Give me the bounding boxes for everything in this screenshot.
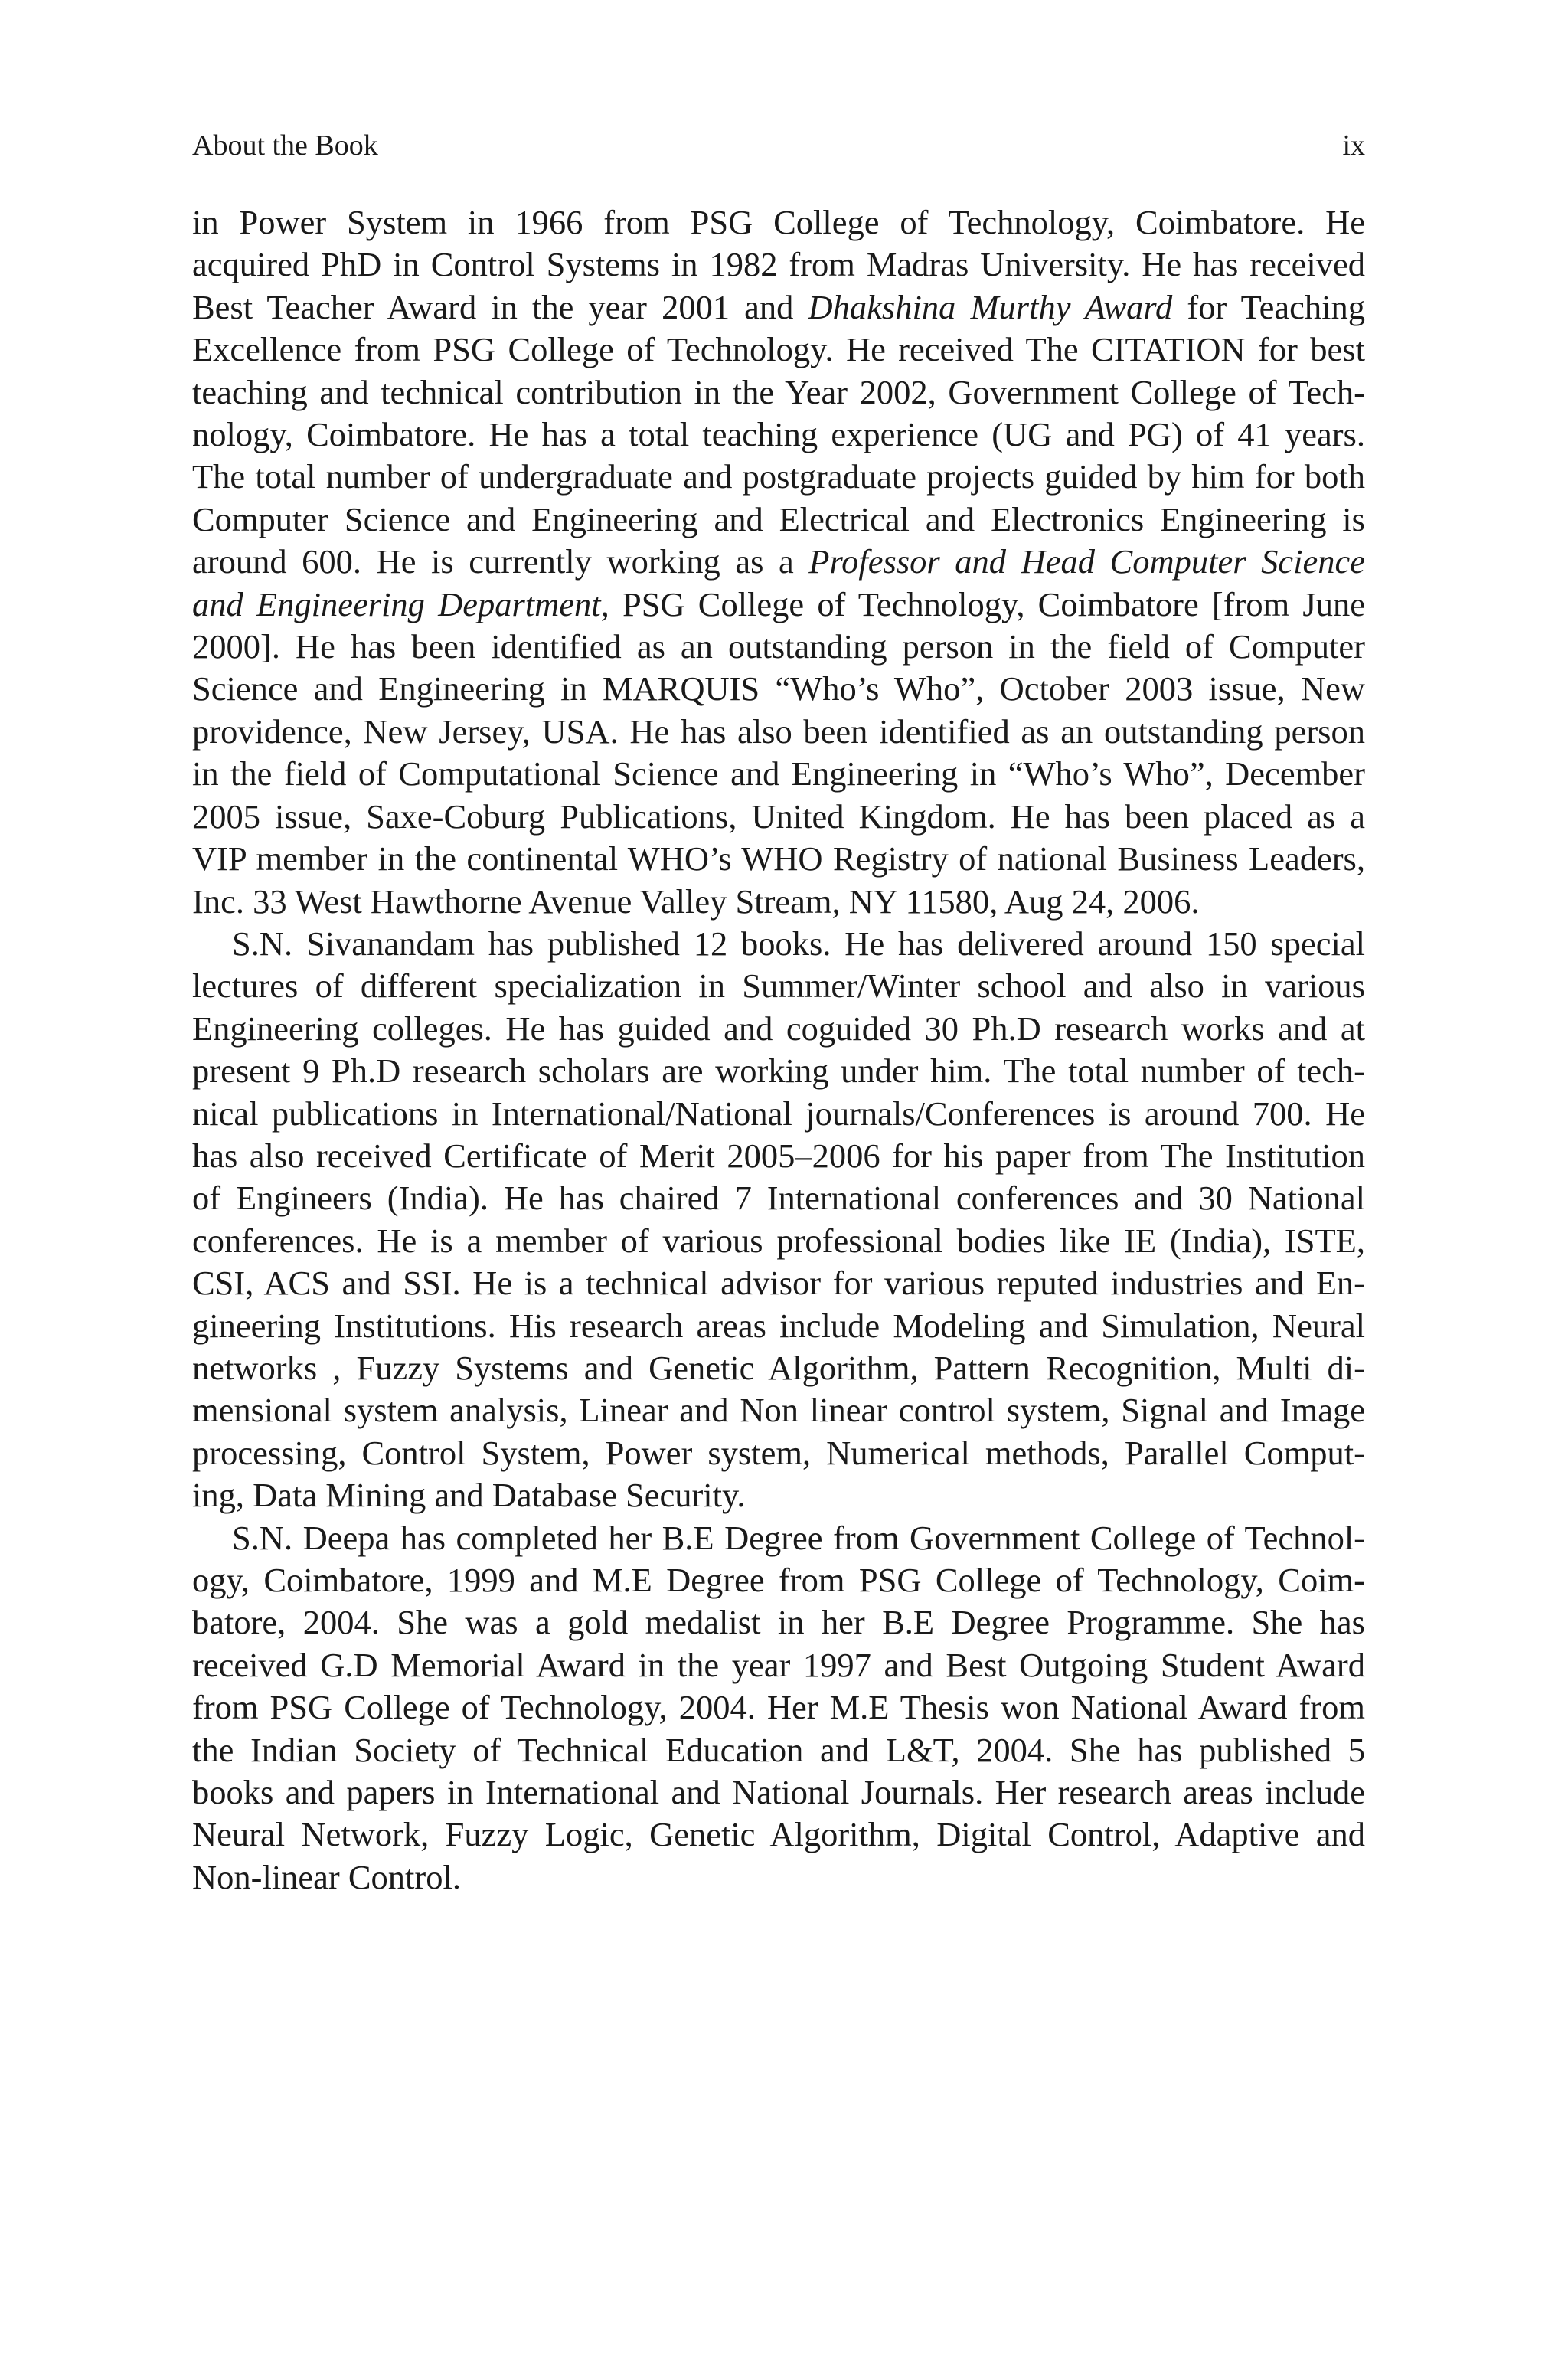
text-line [192, 965, 1365, 1007]
text-run: of Engineers (India). He has chaired 7 International conferences and 30 National [192, 1179, 1365, 1218]
text-line [192, 838, 1365, 880]
text-line [192, 1814, 1365, 1856]
text-line [192, 1135, 1365, 1177]
text-line [192, 584, 1365, 626]
text-line [192, 456, 1365, 498]
italic-text-run: and Engineering Department [192, 584, 601, 623]
text-line [192, 1474, 1365, 1516]
text-run: networks , Fuzzy Systems and Genetic Algorithm, Pattern Recognition, Multi di- [192, 1348, 1365, 1387]
text-line [192, 1601, 1365, 1644]
text-run: batore, 2004. She was a gold medalist in her B.E Degree Programme. She has [192, 1603, 1365, 1642]
italic-text-run: Dhakshina Murthy Award [808, 287, 1173, 326]
text-run: in the field of Computational Science and Engineering in “Who’s Who”, December [192, 754, 1365, 793]
text-line [192, 499, 1365, 541]
text-line [192, 1517, 1365, 1559]
text-run: books and papers in International and National Journals. Her research areas include [192, 1773, 1365, 1812]
text-run: Neural Network, Fuzzy Logic, Genetic Algorithm, Digital Control, Adaptive and [192, 1815, 1365, 1854]
text-line [192, 1389, 1365, 1431]
text-run: gineering Institutions. His research areas include Modeling and Simulation, Neural [192, 1306, 1365, 1345]
text-line [192, 1305, 1365, 1347]
text-run: Non-linear Control. [192, 1857, 461, 1896]
text-line [192, 371, 1365, 414]
text-run: 2005 issue, Saxe-Coburg Publications, United Kingdom. He has been placed as a [192, 796, 1365, 836]
text-line [192, 753, 1365, 795]
text-run: Excellence from PSG College of Technology. He received The CITATION for best [192, 330, 1365, 369]
text-run: nology, Coimbatore. He has a total teaching experience (UG and PG) of 41 years. [192, 415, 1365, 454]
text-line [192, 329, 1365, 371]
text-line [192, 711, 1365, 753]
text-line [192, 796, 1365, 838]
running-head [192, 127, 1365, 164]
text-line [192, 881, 1365, 923]
text-run: providence, New Jersey, USA. He has also been identified as an outstanding person [192, 711, 1365, 751]
text-line [192, 1432, 1365, 1474]
text-run: teaching and technical contribution in the Year 2002, Government College of Tech- [192, 372, 1365, 411]
text-run: , PSG College of Technology, Coimbatore [from June [600, 584, 1365, 623]
text-run: ogy, Coimbatore, 1999 and M.E Degree from PSG College of Technology, Coim- [192, 1561, 1365, 1599]
text-run: Best Teacher Award in the year 2001 and [192, 287, 808, 326]
text-line [192, 244, 1365, 286]
text-run: Engineering colleges. He has guided and coguided 30 Ph.D research works and at [192, 1009, 1365, 1048]
text-run: The total number of undergraduate and postgraduate projects guided by him for both [192, 457, 1365, 496]
text-run: for Teaching [1172, 287, 1366, 326]
text-line [192, 1220, 1365, 1262]
text-line [192, 414, 1365, 456]
text-line [192, 1347, 1365, 1389]
text-line [192, 1262, 1365, 1304]
page-number: ix [1342, 129, 1365, 162]
text-line [192, 541, 1365, 583]
text-run: processing, Control System, Power system, Numerical methods, Parallel Comput- [192, 1433, 1365, 1472]
italic-text-run: Professor and Head Computer Science [808, 542, 1365, 581]
text-run: 2000]. He has been identified as an outstanding person in the field of Computer [192, 627, 1365, 666]
text-line [192, 201, 1365, 244]
text-line [192, 1644, 1365, 1686]
text-run: acquired PhD in Control Systems in 1982 from Madras University. He has received [192, 245, 1365, 284]
text-run: in Power System in 1966 from PSG College of Technology, Coimbatore. He [192, 203, 1365, 241]
text-line [192, 1729, 1365, 1771]
text-line [192, 923, 1365, 965]
text-line [192, 1008, 1365, 1050]
text-run: Computer Science and Engineering and Electrical and Electronics Engineering is [192, 499, 1365, 538]
text-run: mensional system analysis, Linear and Non linear control system, Signal and Image [192, 1391, 1365, 1430]
text-run: around 600. He is currently working as a [192, 542, 809, 581]
text-line [192, 1050, 1365, 1092]
text-line [192, 1177, 1365, 1219]
text-run: has also received Certificate of Merit 2005–2006 for his paper from The Institution [192, 1136, 1365, 1175]
text-run: ing, Data Mining and Database Security. [192, 1476, 746, 1515]
text-run: S.N. Deepa has completed her B.E Degree from Government College of Technol- [232, 1518, 1365, 1557]
text-line [192, 286, 1365, 329]
paragraph-biography-continued [192, 201, 1365, 923]
text-run: received G.D Memorial Award in the year 1997 and Best Outgoing Student Award [192, 1645, 1365, 1684]
paragraph-deepa [192, 1517, 1365, 1899]
text-run: S.N. Sivanandam has published 12 books. He has delivered around 150 special [232, 924, 1365, 963]
text-line [192, 668, 1365, 710]
text-run: from PSG College of Technology, 2004. Her M.E Thesis won National Award from [192, 1688, 1365, 1727]
text-run: the Indian Society of Technical Education and L&T, 2004. She has published 5 [192, 1730, 1365, 1769]
text-run: lectures of different specialization in Summer/Winter school and also in various [192, 966, 1365, 1006]
paragraph-sivanandam [192, 923, 1365, 1517]
text-line [192, 626, 1365, 668]
text-line [192, 1686, 1365, 1729]
text-run: nical publications in International/National journals/Conferences is around 700. He [192, 1094, 1365, 1133]
body-text [192, 201, 1365, 1899]
text-run: Inc. 33 West Hawthorne Avenue Valley Stream, NY 11580, Aug 24, 2006. [192, 881, 1200, 921]
text-run: present 9 Ph.D research scholars are working under him. The total number of tech- [192, 1052, 1365, 1091]
text-line [192, 1771, 1365, 1814]
text-run: CSI, ACS and SSI. He is a technical advisor for various reputed industries and En- [192, 1264, 1365, 1303]
text-run: Science and Engineering in MARQUIS “Who’s Who”, October 2003 issue, New [192, 669, 1365, 708]
text-line [192, 1093, 1365, 1135]
text-run: conferences. He is a member of various professional bodies like IE (India), ISTE, [192, 1221, 1365, 1260]
running-head-title: About the Book [192, 129, 378, 162]
text-line [192, 1856, 1365, 1899]
text-line [192, 1559, 1365, 1601]
text-run: VIP member in the continental WHO’s WHO Registry of national Business Leaders, [192, 839, 1365, 878]
